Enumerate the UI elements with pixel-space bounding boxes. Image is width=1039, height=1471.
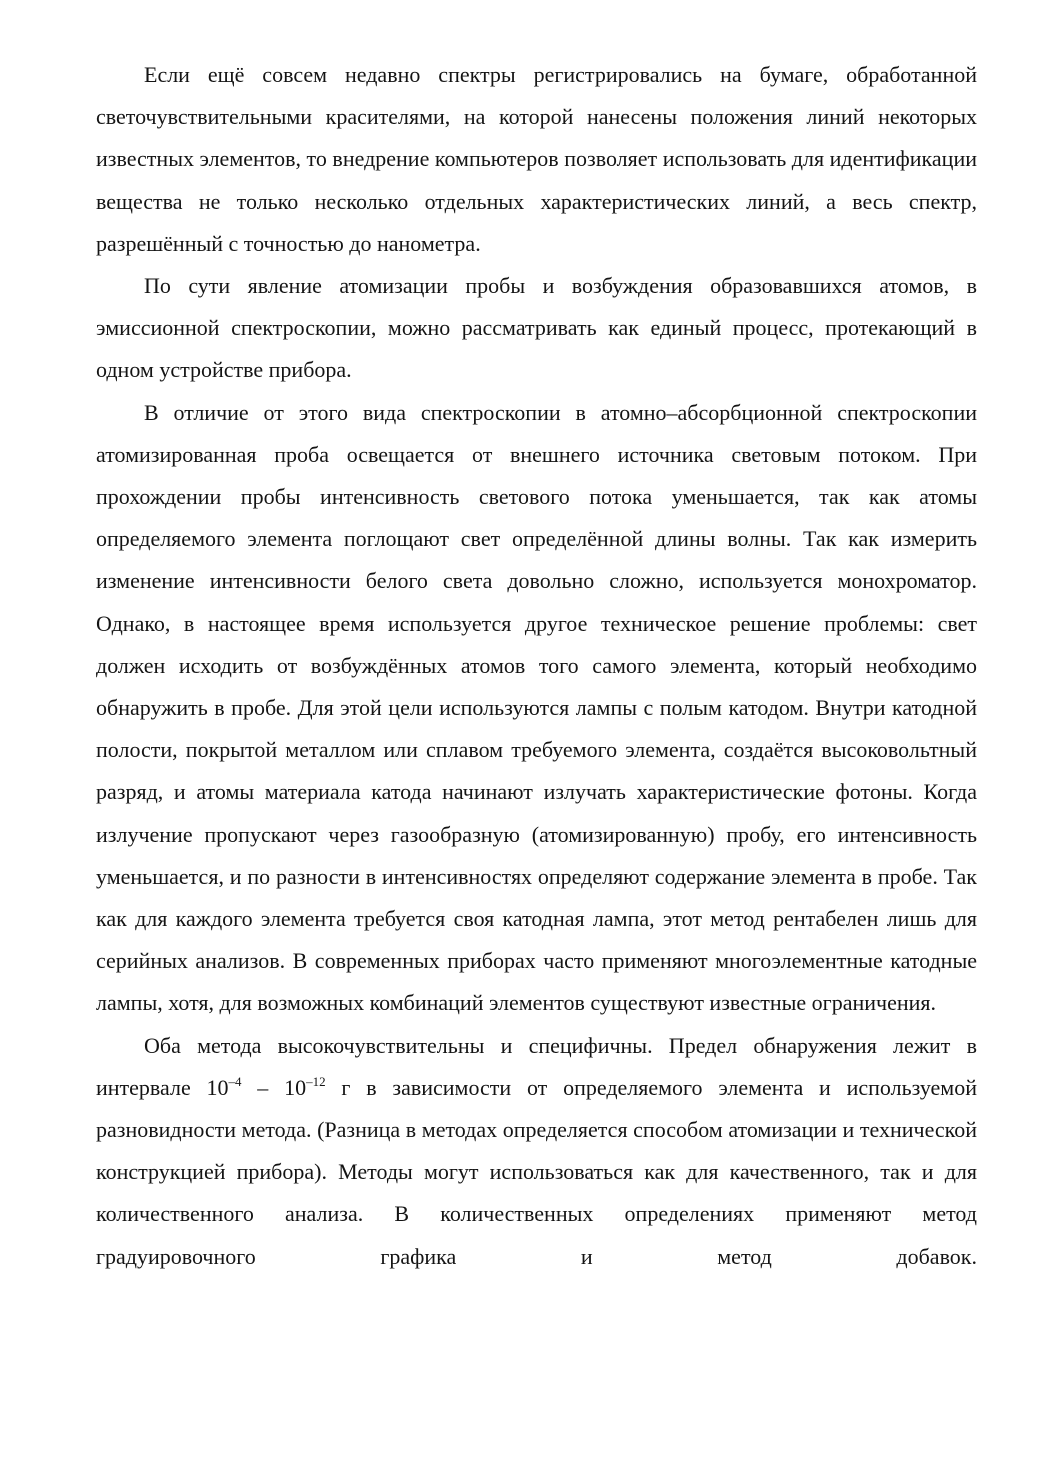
paragraph-detection-limit xyxy=(96,1025,977,1278)
detection-limit-text-start: Оба метода высокочувствительны и специфичны. Предел обнаружения лежит в интервале 10 xyxy=(96,1032,977,1100)
exponent-upper: –12 xyxy=(306,1073,326,1089)
exponent-lower: –4 xyxy=(228,1073,242,1089)
detection-limit-text-dash: – 10 xyxy=(241,1074,307,1100)
document-page xyxy=(96,54,977,1278)
paragraph-spectra-registration: Если ещё совсем недавно спектры регистрировались на бумаге, обработанной светочувствительными красителями, на которой нанесены положения линий некоторых известных элементов, то внедрение компьютеров позволяет использовать для идентификации вещества не только несколько отдельных характеристических линий, а весь спектр, разрешённый с точностью до нанометра. xyxy=(96,62,977,256)
paragraph-atomic-absorption: В отличие от этого вида спектроскопии в атомно–абсорбционной спектроскопии атомизированная проба освещается от внешнего источника световым потоком. При прохождении пробы интенсивность светового потока уменьшается, так как атомы определяемого элемента поглощают свет определённой длины волны. Так как измерить изменение интенсивности белого света довольно сложно, используется монохроматор. Однако, в настоящее время используется другое техническое решение проблемы: свет должен исходить от возбуждённых атомов того самого элемента, который необходимо обнаружить в пробе. Для этой цели используются лампы с полым катодом. Внутри катодной полости, покрытой металлом или сплавом требуемого элемента, создаётся высоковольтный разряд, и атомы материала катода начинают излучать характеристические фотоны. Когда излучение пропускают через газообразную (атомизированную) пробу, его интенсивность уменьшается, и по разности в интенсивностях определяют содержание элемента в пробе. Так как для каждого элемента требуется своя катодная лампа, этот метод рентабелен лишь для серийных анализов. В современных приборах часто применяют многоэлементные катодные лампы, хотя, для возможных комбинаций элементов существуют известные ограничения. xyxy=(96,399,977,1016)
detection-limit-text-end: г в зависимости от определяемого элемента и используемой разновидности метода. (Разница в методах определяется способом атомизации и технической конструкцией прибора). Методы могут использоваться как для качественного, так и для количественного анализа. В количественных определениях применяют метод градуировочного графика и метод добавок. xyxy=(96,1074,978,1269)
paragraph-emission-atomization: По сути явление атомизации пробы и возбуждения образовавшихся атомов, в эмиссионной спектроскопии, можно рассматривать как единый процесс, протекающий в одном устройстве прибора. xyxy=(96,273,977,383)
